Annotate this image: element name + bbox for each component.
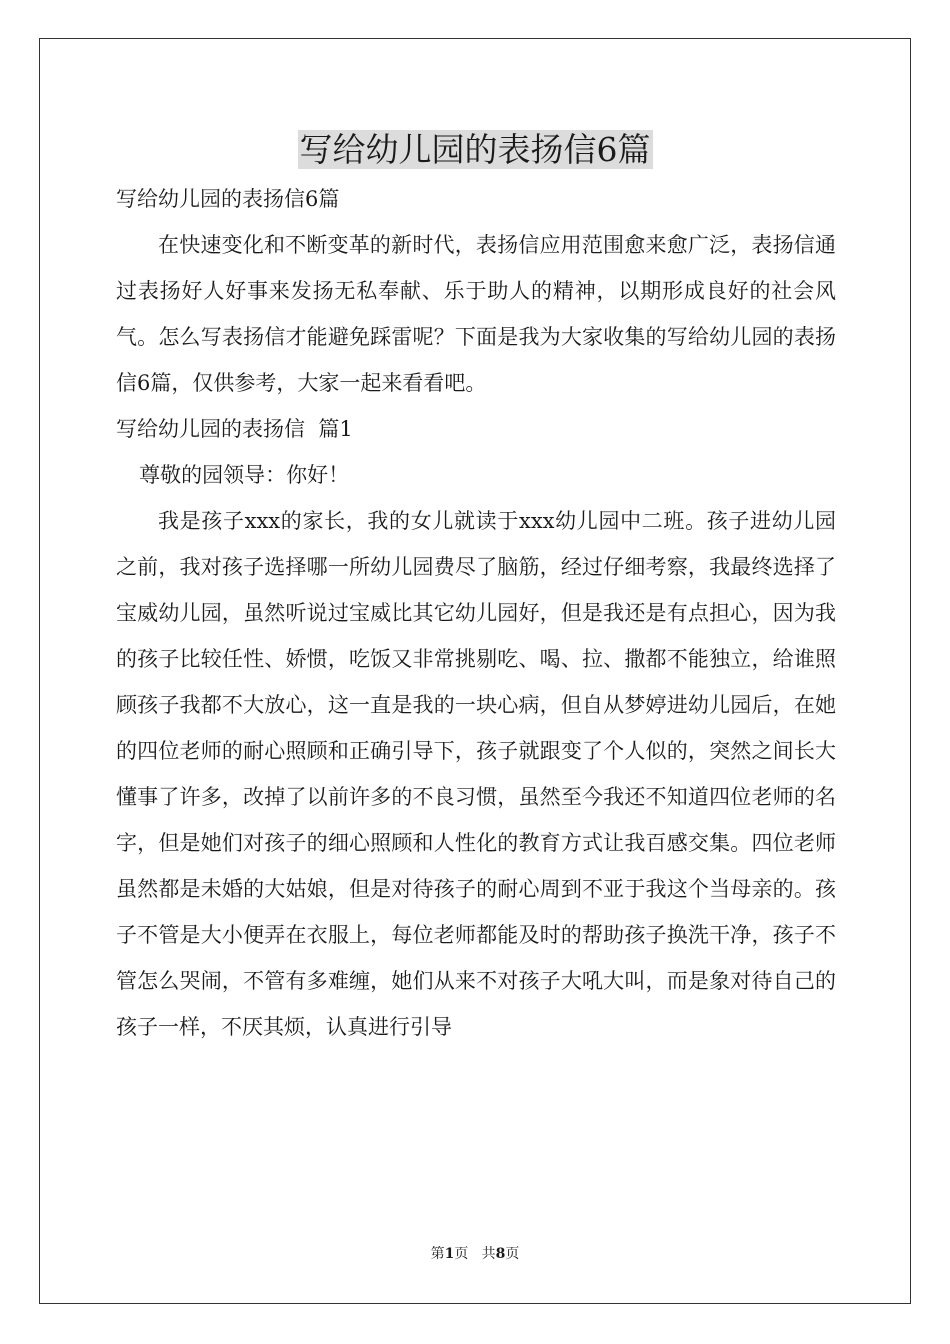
letter-body-paragraph: 我是孩子xxx的家长，我的女儿就读于xxx幼儿园中二班。孩子进幼儿园之前，我对孩子选择哪一所幼儿园费尽了脑筋，经过仔细考察，我最终选择了宝威幼儿园，虽然听说过宝威比其它幼儿园好，但是我还是有点担心，因为我的孩子比较任性、娇惯，吃饭又非常挑剔吃、喝、拉、撒都不能独立，给谁照顾孩子我都不大放心，这一直是我的一块心病，但自从梦婷进幼儿园后，在她的四位老师的耐心照顾和正确引导下，孩子就跟变了个人似的，突然之间长大懂事了许多，改掉了以前许多的不良习惯，虽然至今我还不知道四位老师的名字，但是她们对孩子的细心照顾和人性化的教育方式让我百感交集。四位老师虽然都是未婚的大姑娘，但是对待孩子的耐心周到不亚于我这个当母亲的。孩子不管是大小便弄在衣服上，每位老师都能及时的帮助孩子换洗干净，孩子不管怎么哭闹，不管有多难缠，她们从来不对孩子大吼大叫，而是象对待自己的孩子一样，不厌其烦，认真进行引导 [116, 509, 836, 1039]
page-suffix: 页 [505, 1246, 520, 1262]
page-footer [0, 1244, 950, 1264]
intro-paragraph: 在快速变化和不断变革的新时代，表扬信应用范围愈来愈广泛，表扬信通过表扬好人好事来发扬无私奉献、乐于助人的精神，以期形成良好的社会风气。怎么写表扬信才能避免踩雷呢？下面是我为大家收集的写给幼儿园的表扬信6篇，仅供参考，大家一起来看看吧。 [116, 233, 836, 395]
section-heading: 写给幼儿园的表扬信 篇1 [116, 417, 353, 441]
document-body [116, 176, 836, 1050]
page-prefix: 第 [430, 1246, 445, 1262]
page-mid-text: 页 共 [454, 1246, 496, 1262]
document-title-text: 写给幼儿园的表扬信6篇 [299, 130, 651, 169]
document-title [0, 124, 950, 176]
total-page-number: 8 [495, 1246, 506, 1262]
document-subtitle: 写给幼儿园的表扬信6篇 [116, 187, 340, 211]
current-page-number: 1 [444, 1246, 455, 1262]
letter-greeting: 尊敬的园领导：你好！ [139, 463, 350, 487]
